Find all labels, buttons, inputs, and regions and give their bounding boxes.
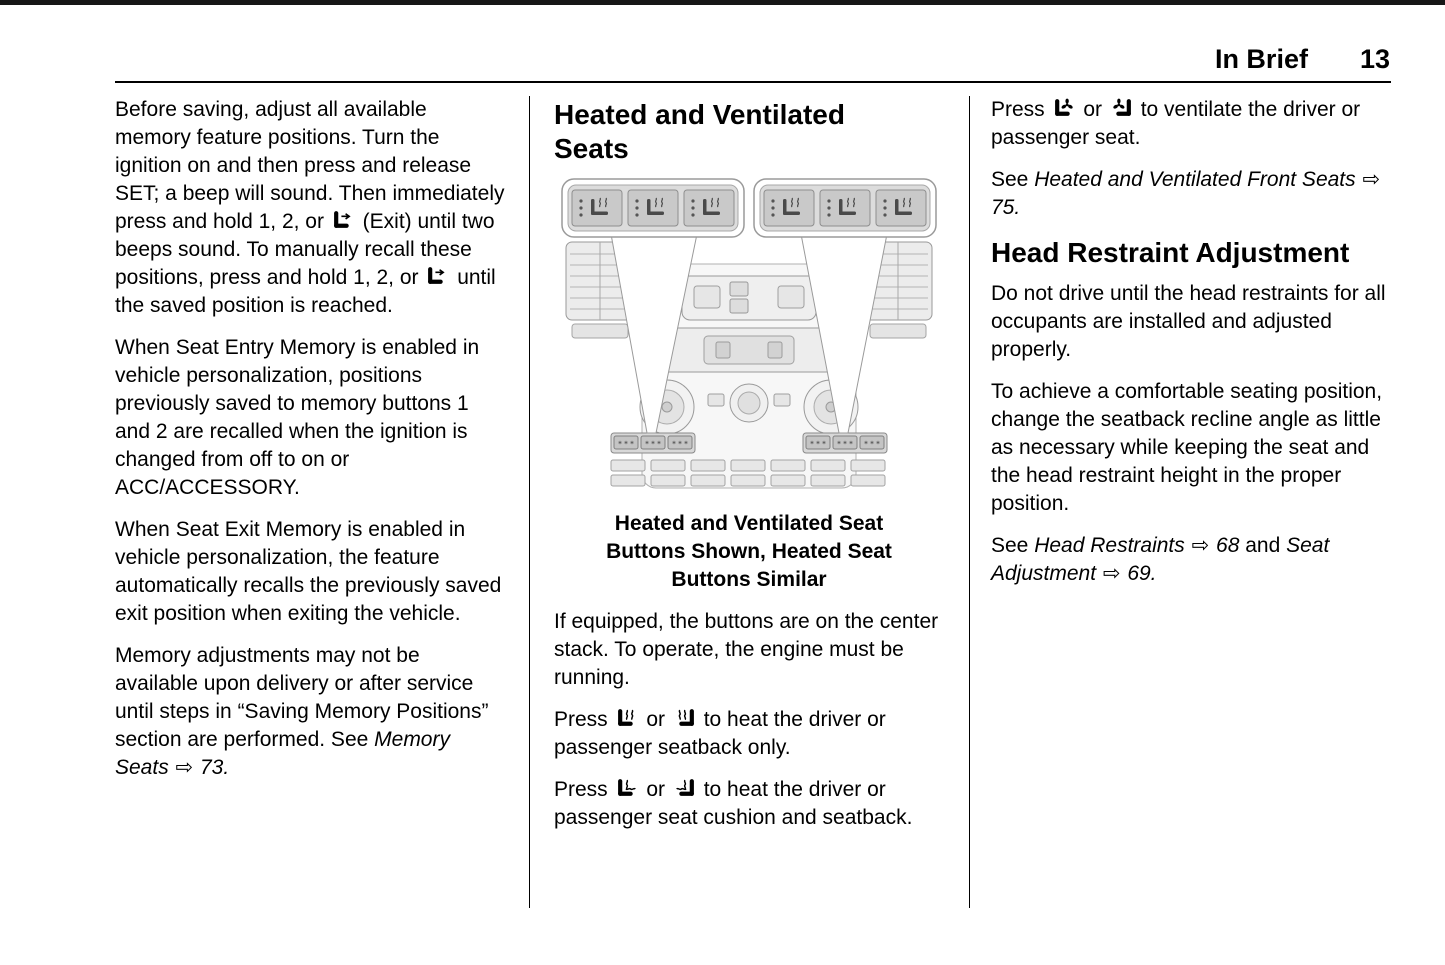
column-middle [530, 96, 969, 908]
seat-adjustment-ref: Seat Adjustment [991, 534, 1330, 585]
callout-box-driver [562, 179, 744, 237]
xref-arrow: ⇨ [1356, 168, 1381, 191]
paragraph-comfortable-seating: To achieve a comfortable seating position, change the seatback recline angle as little as necessary while keeping the seat and the head restraint height in the proper position. [991, 380, 1383, 515]
paragraph-do-not-drive: Do not drive until the head restraints for all occupants are installed and adjusted properly. [991, 282, 1386, 361]
xref-arrow: ⇨ [169, 756, 199, 779]
paragraph-heat-cushion-seatback [554, 776, 944, 832]
text-run: or [1077, 98, 1108, 121]
heated-seat-driver-icon [616, 778, 639, 799]
text-run: See [991, 168, 1035, 191]
center-console-illustration [554, 176, 944, 502]
page-header [1215, 44, 1390, 75]
paragraph-ventilate [991, 96, 1387, 152]
text-run: Memory adjustments may not be available upon delivery or after service until steps in “Saving Memory Positions” section are performed. See [115, 644, 489, 751]
heated-seatback-passenger-icon [673, 708, 696, 729]
heated-seatback-driver-icon [616, 708, 639, 729]
column-left [115, 96, 529, 908]
callout-box-passenger [754, 179, 936, 237]
paragraph-see-head-restraints [991, 532, 1387, 588]
paragraph-memory-adjustments [115, 642, 507, 782]
section-title: In Brief [1214, 44, 1308, 74]
ventilated-seat-driver-icon [1053, 98, 1076, 119]
xref-arrow: ⇨ [1097, 562, 1127, 585]
column-right [970, 96, 1387, 908]
heading-heated-ventilated-seats: Heated and Ventilated Seats [554, 99, 845, 164]
text-run: Press [554, 708, 614, 731]
text-run: Press [991, 98, 1051, 121]
seat-exit-icon [332, 210, 355, 231]
text-run: Press [554, 778, 614, 801]
heated-ventilated-front-seats-ref: Heated and Ventilated Front Seats [1034, 168, 1356, 191]
paragraph-seat-entry-memory: When Seat Entry Memory is enabled in vehicle personalization, positions previously saved to memory buttons 1 and 2 are recalled when the ignition is changed from off to on or ACC/ACCESSORY. [115, 336, 480, 499]
paragraph-seat-exit-memory: When Seat Exit Memory is enabled in vehicle personalization, the feature automatically recalls the previously saved exit position when exiting the vehicle. [115, 518, 502, 625]
heading-head-restraint-adjustment: Head Restraint Adjustment [991, 237, 1350, 268]
paragraph-if-equipped: If equipped, the buttons are on the center stack. To operate, the engine must be running. [554, 610, 939, 689]
paragraph-see-heated-ventilated [991, 166, 1387, 222]
text-run: or [640, 778, 671, 801]
xref-page: 69. [1127, 562, 1157, 585]
page-number: 13 [1359, 44, 1390, 74]
xref-page: 75. [991, 196, 1021, 219]
xref-page: 68 [1216, 534, 1240, 557]
xref-page: 73. [199, 756, 230, 779]
text-run: and [1239, 534, 1287, 557]
header-rule [115, 81, 1391, 83]
text-run: to heat the driver or passenger seat cushion and seatback. [554, 778, 913, 829]
paragraph-heat-seatback [554, 706, 944, 762]
text-run: (Exit) until two beeps sound. To manually recall these positions, press and hold 1, 2, or [115, 210, 495, 289]
page-columns [115, 96, 1391, 908]
ventilated-seat-passenger-icon [1110, 98, 1133, 119]
text-run: to heat the driver or passenger seatback only. [554, 708, 886, 759]
text-run: Before saving, adjust all available memory feature positions. Turn the ignition on and then press and release SET; a beep will sound. Then immediately press and hold 1, 2, or [115, 98, 505, 233]
figure-caption: Heated and Ventilated Seat Buttons Shown, Heated Seat Buttons Similar [606, 512, 892, 591]
text-run: to ventilate the driver or passenger seat. [991, 98, 1361, 149]
memory-seats-ref: Memory Seats [115, 728, 450, 779]
text-run: or [640, 708, 671, 731]
heated-seat-passenger-icon [673, 778, 696, 799]
xref-arrow: ⇨ [1185, 534, 1216, 557]
seat-exit-icon [426, 266, 449, 287]
text-run: until the saved position is reached. [115, 266, 496, 317]
text-run: See [991, 534, 1035, 557]
head-restraints-ref: Head Restraints [1034, 534, 1185, 557]
paragraph-memory-save [115, 96, 507, 320]
page-top-edge [0, 0, 1445, 5]
